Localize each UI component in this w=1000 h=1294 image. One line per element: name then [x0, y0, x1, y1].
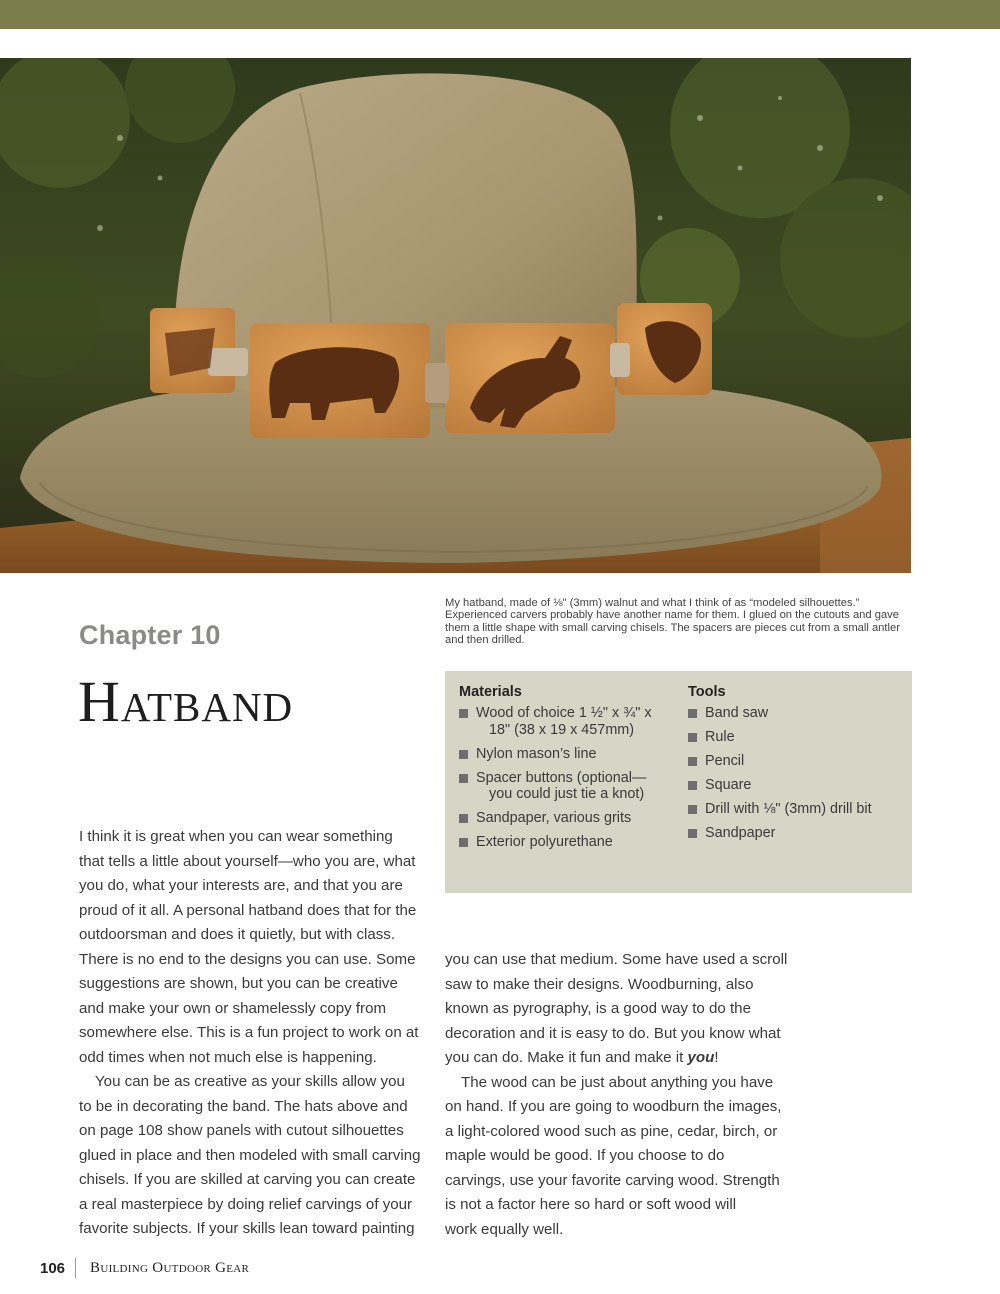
- body-text-left-column: I think it is great when you can wear something that tells a little about yourself—who you are, what you do, what your interests are, and that you are proud of it all. A personal hatband does that for the outdoorsman and does it quietly, but with class. There is no end to the designs you can use. Some suggestions are shown, but you can be creative and make your own or shamelessly copy from somewhere else. This is a fun project to work on at odd times when not much else is happening. You can be as creative as your skills allow you to be in decorating the band. The hats above and on page 108 show panels with cutout silhouettes glued in place and then modeled with small carving chisels. If you are skilled at carving you can create a real masterpiece by doing relief carvings of your favorite subjects. If your skills lean toward painting: [79, 828, 421, 1237]
- materials-item: Sandpaper, various grits: [459, 810, 687, 827]
- materials-item: Wood of choice 1 ½" x ¾" x 18" (38 x 19 x 457mm): [459, 705, 687, 738]
- materials-heading: Materials: [459, 684, 522, 700]
- bullet-square-icon: [688, 709, 697, 718]
- tools-item: Pencil: [688, 753, 903, 770]
- tools-item: Sandpaper: [688, 825, 903, 842]
- tools-item: Band saw: [688, 705, 903, 722]
- chapter-title: Hatband: [78, 669, 294, 734]
- footer-divider: [75, 1258, 76, 1278]
- photo-caption: My hatband, made of ⅛" (3mm) walnut and what I think of as “modeled silhouettes.” Experienced carvers probably have another name for them. I glued on the cutouts and gave them a little shape with small carving chisels. The spacers are pieces cut from a small antler and then drilled.: [445, 597, 900, 647]
- page-number: 106: [40, 1259, 66, 1277]
- materials-item: Spacer buttons (optional— you could just tie a knot): [459, 770, 687, 803]
- bullet-square-icon: [688, 757, 697, 766]
- bullet-square-icon: [688, 805, 697, 814]
- materials-item: Nylon mason’s line: [459, 746, 687, 763]
- body-text-right-column: you can use that medium. Some have used a scroll saw to make their designs. Woodburning, also known as pyrography, is a good way to do the decoration and it is easy to do. But you know what you can do. Make it fun and make it you! The wood can be just about anything you have on hand. If you are going to woodburn the images, a light-colored wood such as pine, cedar, birch, or maple would be good. If you choose to do carvings, use your favorite carving wood. Strength is not a factor here so hard or soft wood will work equally well.: [445, 951, 788, 1238]
- bullet-square-icon: [688, 733, 697, 742]
- bullet-square-icon: [459, 709, 468, 718]
- page-footer: [40, 1257, 249, 1279]
- bullet-square-icon: [688, 781, 697, 790]
- tools-item: Square: [688, 777, 903, 794]
- materials-tools-box: [445, 671, 912, 893]
- running-book-title: Building Outdoor Gear: [90, 1259, 250, 1276]
- bullet-square-icon: [459, 814, 468, 823]
- top-color-bar: [0, 0, 1000, 29]
- tools-heading: Tools: [688, 684, 726, 700]
- tools-list: [688, 684, 903, 849]
- bullet-square-icon: [688, 829, 697, 838]
- bullet-square-icon: [459, 838, 468, 847]
- chapter-label: Chapter 10: [79, 620, 221, 650]
- hat-photo-illustration: [0, 58, 911, 573]
- tools-item: Drill with ⅛" (3mm) drill bit: [688, 801, 903, 818]
- bullet-square-icon: [459, 750, 468, 759]
- hat-photo: [0, 58, 911, 573]
- bullet-square-icon: [459, 774, 468, 783]
- materials-item: Exterior polyurethane: [459, 834, 687, 851]
- emphasis-you: you: [687, 1049, 715, 1066]
- tools-item: Rule: [688, 729, 903, 746]
- materials-list: [459, 684, 687, 858]
